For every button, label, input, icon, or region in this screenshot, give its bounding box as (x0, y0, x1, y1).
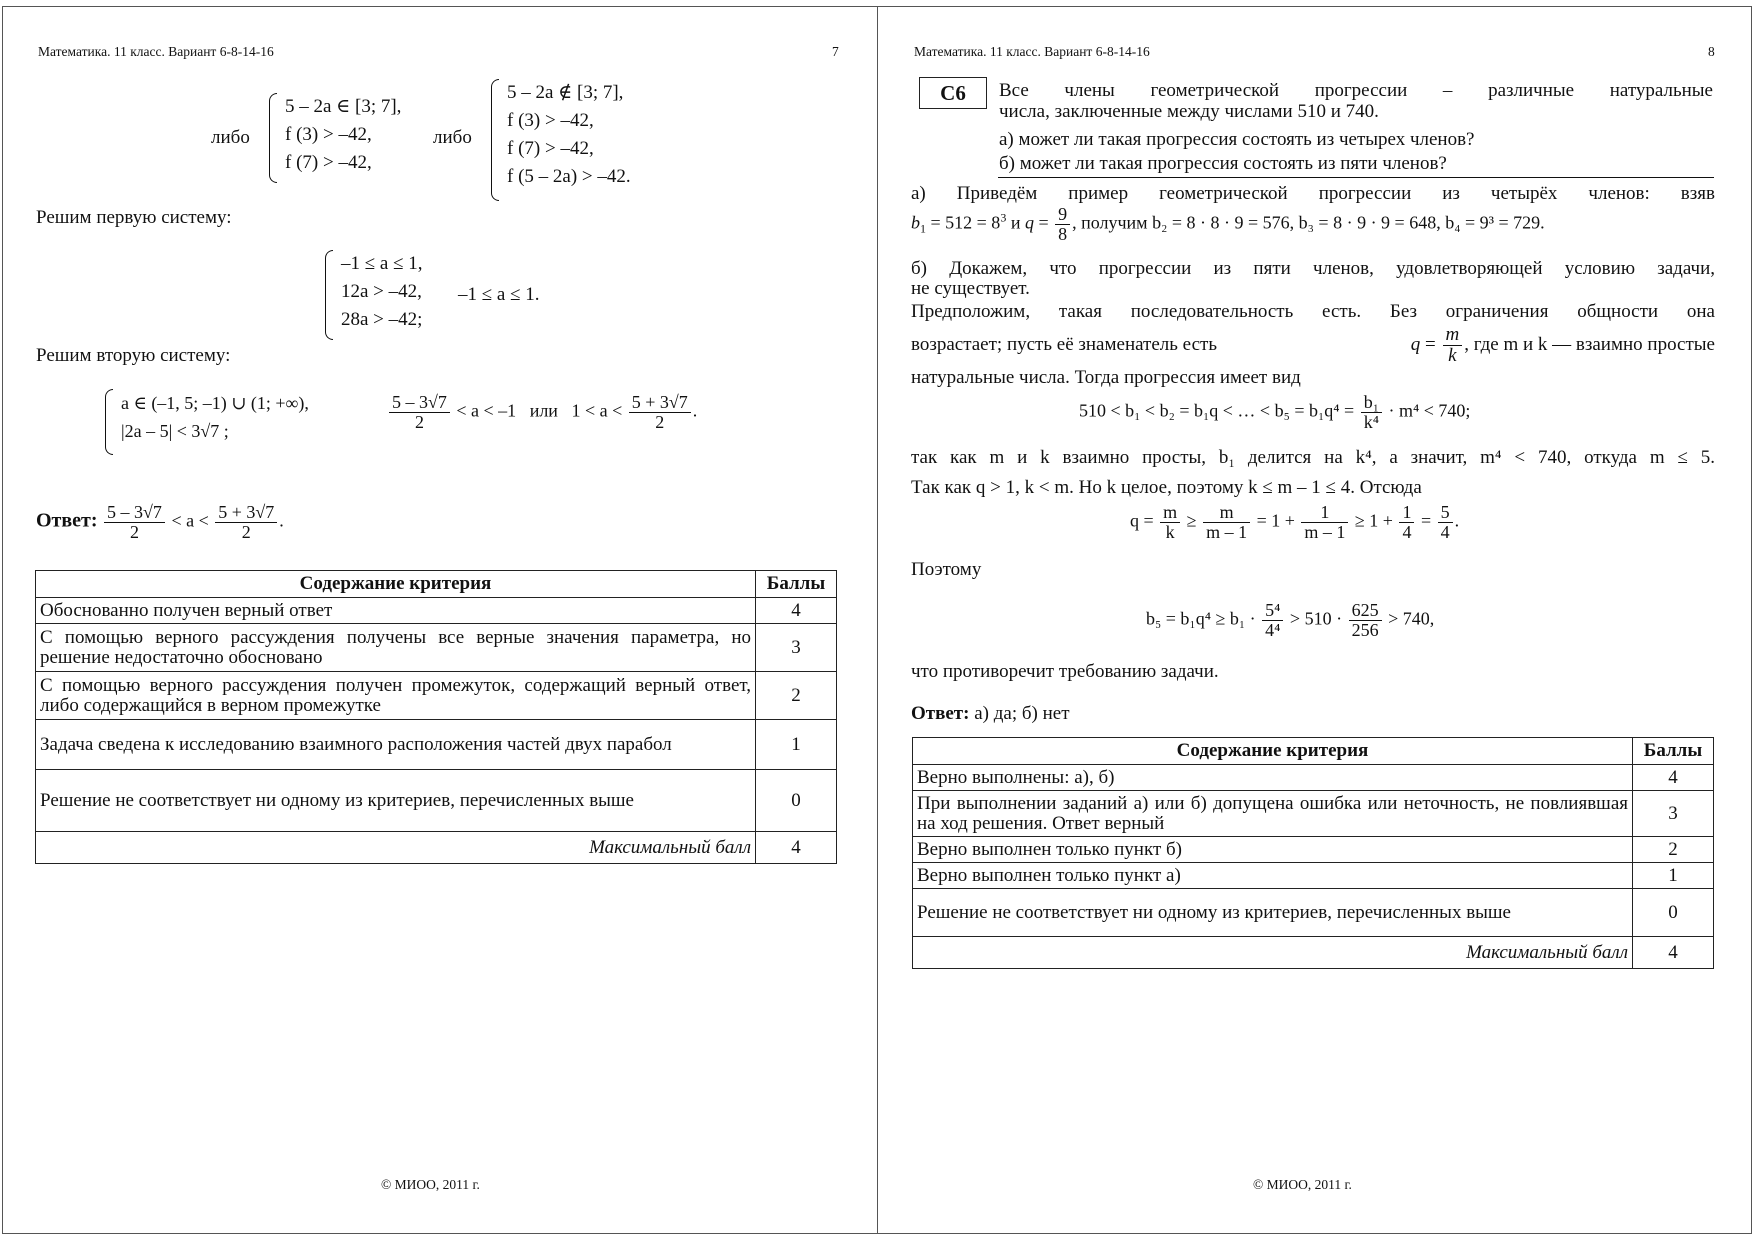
system-4-result: $\frac{5 - 3√7}{2}$ < a < –1 или 1 < a < $\frac{5 + 3√7}{2}$ . (387, 393, 697, 432)
system-3-result: –1 ≤ a ≤ 1. (458, 284, 540, 305)
system-line: a ∈ (–1, 5; –1) ∪ (1; +∞), (121, 393, 309, 413)
system-brace (269, 93, 277, 183)
table-header-row (913, 738, 1714, 765)
system-line: 12a > –42, (341, 281, 422, 302)
word-libo-2: либо (433, 127, 472, 148)
page-footer: © МИОО, 2011 г. (1253, 1177, 1352, 1192)
table-header-row (36, 571, 837, 598)
table-row: С помощью верного рассуждения получен промежуток, содержащий верный ответ, либо содержащийся в верном промежутке 2 (36, 672, 837, 720)
q-inequality: q = $\frac{m}{k}$ ≥ $\frac{m}{m - 1}$ = 1 + $\frac{1}{m - 1}$ ≥ 1 + $\frac{1}{4}$ = $\frac{5}{4}$ . (1130, 502, 1460, 542)
page-header: Математика. 11 класс. Вариант 6-8-14-16 (38, 44, 274, 59)
therefore-word: Поэтому (911, 559, 982, 580)
system-1 (285, 93, 401, 177)
system-line: f (3) > –42, (285, 124, 372, 145)
system-line: 28a > –42; (341, 309, 423, 330)
system-4 (121, 389, 309, 445)
system-line: 5 – 2a ∉ [3; 7], (507, 82, 624, 103)
page-number: 8 (1708, 44, 1715, 59)
table-row: Верно выполнен только пункт б) 2 (913, 837, 1714, 863)
table-row: Верно выполнены: а), б) 4 (913, 765, 1714, 791)
system-line: f (5 – 2a) > –42. (507, 166, 631, 187)
table-row: Решение не соответствует ни одному из критериев, перечисленных выше 0 (913, 889, 1714, 937)
solve-first-heading: Решим первую систему: (36, 207, 232, 228)
table-row: Обоснованно получен верный ответ 4 (36, 598, 837, 624)
answer: Ответ: а) да; б) нет (911, 703, 1070, 724)
system-line: f (3) > –42, (507, 110, 594, 131)
page-footer: © МИОО, 2011 г. (381, 1177, 480, 1192)
task-divider (998, 177, 1714, 178)
table-row: Решение не соответствует ни одному из критериев, перечисленных выше 0 (36, 770, 837, 832)
solution-b-line-1: б) Докажем, что прогрессии из пяти членов, удовлетворяющей условию задачи, (911, 258, 1715, 279)
table-row: При выполнении заданий а) или б) допущена ошибка или неточность, не повлиявшая на ход решения. Ответ верный 3 (913, 791, 1714, 837)
table-row: С помощью верного рассуждения получены все верные значения параметра, но решение недостаточно обосновано 3 (36, 624, 837, 672)
suppose-line-2: возрастает; пусть её знаменатель есть q = $\frac{m}{k}$ , где m и k — взаимно простые (911, 324, 1715, 366)
solution-a-line-2: $b_1 = 512 = 8^3$ и q = $\frac{9}{8}$ , получим b₂ = 8 · 8 · 9 = 576, b₃ = 8 · 9 · 9 = 648, b₄ = 9³ = 729. (911, 204, 1545, 244)
page-right (877, 6, 1752, 1234)
contradiction-line: что противоречит требованию задачи. (911, 661, 1219, 682)
answer: Ответ: $\frac{5 - 3√7}{2}$ < a < $\frac{5 + 3√7}{2}$ . (36, 502, 284, 542)
system-brace (325, 250, 333, 340)
page-number: 7 (832, 44, 839, 59)
task-line-1: Все члены геометрической прогрессии – различные натуральные (999, 80, 1713, 101)
system-line: 5 – 2a ∈ [3; 7], (285, 96, 402, 117)
page-header: Математика. 11 класс. Вариант 6-8-14-16 (914, 44, 1150, 59)
page-left (2, 6, 878, 1234)
system-line: f (7) > –42, (507, 138, 594, 159)
header-points: Баллы (756, 571, 837, 598)
progression-chain: 510 < b₁ < b₂ = b₁q < … < b₅ = b₁q⁴ = $\frac{\text{b₁}}{\text{k⁴}}$ · m⁴ < 740; (1079, 392, 1471, 432)
suppose-line-1: Предположим, такая последовательность есть. Без ограничения общности она (911, 301, 1715, 322)
system-2 (507, 79, 631, 191)
coprime-line: так как m и k взаимно просты, b₁ делится на k⁴, а значит, m⁴ < 740, откуда m ≤ 5. (911, 447, 1715, 468)
table-row: Задача сведена к исследованию взаимного расположения частей двух парабол 1 (36, 720, 837, 770)
suppose-line-3: натуральные числа. Тогда прогрессия имеет вид (911, 367, 1301, 388)
task-question-a: а) может ли такая прогрессия состоять из четырех членов? (999, 129, 1475, 150)
table-row: Верно выполнен только пункт а) 1 (913, 863, 1714, 889)
table-max-row: Максимальный балл 4 (913, 937, 1714, 969)
system-line: |2a – 5| < 3√7 ; (121, 421, 229, 441)
system-brace (105, 389, 113, 455)
header-criteria: Содержание критерия (913, 738, 1633, 765)
system-line: –1 ≤ a ≤ 1, (341, 253, 423, 274)
b5-inequality: b₅ = b₁q⁴ ≥ b₁ · $\frac{\text{5⁴}}{\text{4⁴}}$ > 510 · $\frac{625}{256}$ > 740, (1146, 600, 1435, 640)
word-libo-1: либо (211, 127, 250, 148)
task-line-2: числа, заключенные между числами 510 и 740. (999, 101, 1379, 122)
criteria-table (912, 737, 1714, 969)
header-criteria: Содержание критерия (36, 571, 756, 598)
task-question-b: б) может ли такая прогрессия состоять из пяти членов? (999, 153, 1447, 174)
task-id-badge: C6 (919, 77, 987, 109)
system-3 (341, 250, 423, 334)
system-line: f (7) > –42, (285, 152, 372, 173)
since-line: Так как q > 1, k < m. Но k целое, поэтому k ≤ m – 1 ≤ 4. Отсюда (911, 477, 1422, 498)
solution-b-line-2: не существует. (911, 278, 1030, 299)
criteria-table (35, 570, 837, 864)
solution-a-line-1: а) Приведём пример геометрической прогрессии из четырёх членов: взяв (911, 183, 1715, 204)
system-brace (491, 79, 499, 201)
solve-second-heading: Решим вторую систему: (36, 345, 231, 366)
table-max-row: Максимальный балл 4 (36, 832, 837, 864)
header-points: Баллы (1633, 738, 1714, 765)
